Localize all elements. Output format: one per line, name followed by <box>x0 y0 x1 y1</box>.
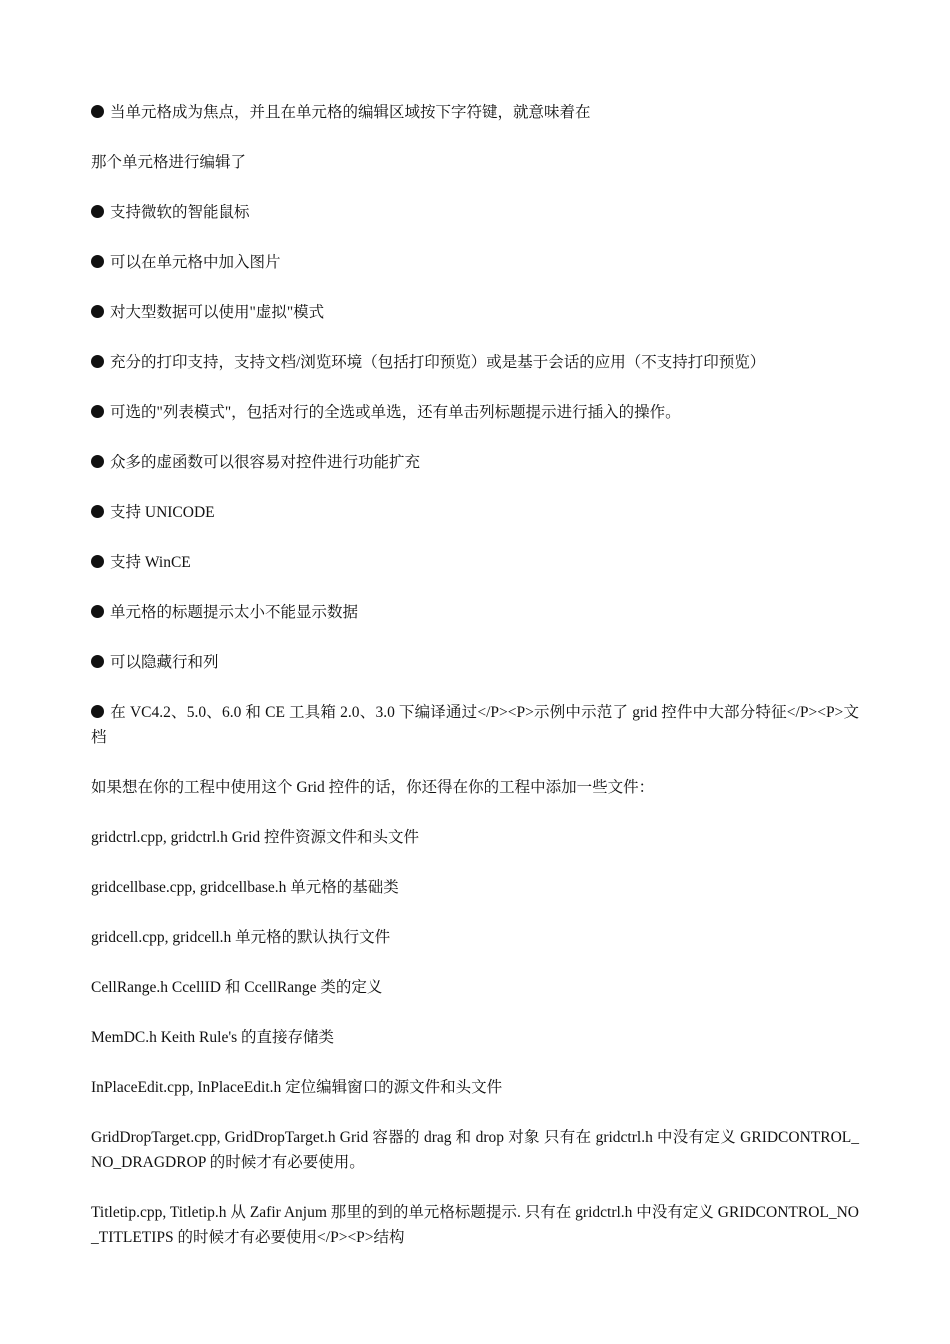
feature-text: 单元格的标题提示太小不能显示数据 <box>110 604 359 621</box>
feature-text: 支持微软的智能鼠标 <box>110 204 250 221</box>
feature-text: 对大型数据可以使用"虚拟"模式 <box>110 304 325 321</box>
feature-item <box>91 500 859 525</box>
feature-item <box>91 650 859 675</box>
bullet-icon <box>91 255 104 268</box>
bullet-icon <box>91 355 104 368</box>
file-entry <box>91 1125 859 1175</box>
feature-text: 支持 WinCE <box>110 554 191 571</box>
file-entry <box>91 975 859 1000</box>
feature-text: 可以隐藏行和列 <box>110 654 219 671</box>
file-entry-text: gridcellbase.cpp, gridcellbase.h 单元格的基础类 <box>91 879 399 896</box>
feature-item <box>91 400 859 425</box>
paragraph-text: 那个单元格进行编辑了 <box>91 154 247 171</box>
feature-text: 可以在单元格中加入图片 <box>110 254 281 271</box>
feature-item <box>91 100 859 125</box>
paragraph <box>91 150 859 175</box>
feature-text: 可选的"列表模式"，包括对行的全选或单选，还有单击列标题提示进行插入的操作。 <box>110 404 681 421</box>
file-entry <box>91 925 859 950</box>
file-entry <box>91 1200 859 1250</box>
bullet-icon <box>91 605 104 618</box>
file-entry-text: Titletip.cpp, Titletip.h 从 Zafir Anjum 那里的到的单元格标题提示. 只有在 gridctrl.h 中没有定义 GRIDCONTROL_NO_TITLETIPS 的时候才有必要使用</P><P>结构 <box>91 1204 859 1246</box>
feature-item <box>91 250 859 275</box>
bullet-icon <box>91 305 104 318</box>
feature-item <box>91 300 859 325</box>
bullet-icon <box>91 505 104 518</box>
feature-item <box>91 600 859 625</box>
bullet-icon <box>91 655 104 668</box>
file-entry-text: InPlaceEdit.cpp, InPlaceEdit.h 定位编辑窗口的源文件和头文件 <box>91 1079 503 1096</box>
file-entry-text: MemDC.h Keith Rule's 的直接存储类 <box>91 1029 335 1046</box>
bullet-icon <box>91 455 104 468</box>
feature-item <box>91 700 859 750</box>
file-entry <box>91 1025 859 1050</box>
feature-item <box>91 550 859 575</box>
file-entry <box>91 825 859 850</box>
bullet-icon <box>91 705 104 718</box>
file-entry-text: GridDropTarget.cpp, GridDropTarget.h Grid 容器的 drag 和 drop 对象 只有在 gridctrl.h 中没有定义 GRIDCONTROL_NO_DRAGDROP 的时候才有必要使用。 <box>91 1129 859 1171</box>
bullet-icon <box>91 405 104 418</box>
file-entry <box>91 875 859 900</box>
paragraph-text: 如果想在你的工程中使用这个 Grid 控件的话，你还得在你的工程中添加一些文件： <box>91 779 655 796</box>
file-entry-text: gridcell.cpp, gridcell.h 单元格的默认执行文件 <box>91 929 391 946</box>
bullet-icon <box>91 205 104 218</box>
document-page <box>91 100 859 1275</box>
feature-text: 当单元格成为焦点，并且在单元格的编辑区域按下字符键，就意味着在 <box>110 104 591 121</box>
feature-item <box>91 200 859 225</box>
bullet-icon <box>91 105 104 118</box>
feature-text: 充分的打印支持，支持文档/浏览环境（包括打印预览）或是基于会话的应用（不支持打印预览） <box>110 354 766 371</box>
file-entry <box>91 1075 859 1100</box>
feature-text: 支持 UNICODE <box>110 504 215 521</box>
bullet-icon <box>91 555 104 568</box>
file-entry-text: gridctrl.cpp, gridctrl.h Grid 控件资源文件和头文件 <box>91 829 420 846</box>
feature-item <box>91 450 859 475</box>
paragraph <box>91 775 859 800</box>
feature-text: 在 VC4.2、5.0、6.0 和 CE 工具箱 2.0、3.0 下编译通过</P><P>示例中示范了 grid 控件中大部分特征</P><P>文档 <box>91 704 859 746</box>
feature-text: 众多的虚函数可以很容易对控件进行功能扩充 <box>110 454 421 471</box>
feature-item <box>91 350 859 375</box>
file-entry-text: CellRange.h CcellID 和 CcellRange 类的定义 <box>91 979 383 996</box>
